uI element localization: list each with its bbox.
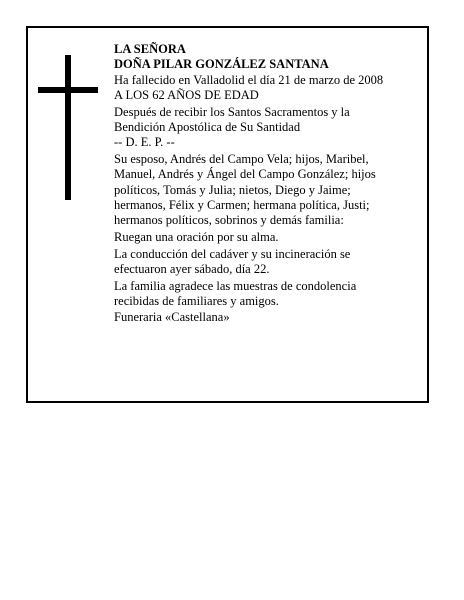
age-statement: A LOS 62 AÑOS DE EDAD: [114, 87, 259, 102]
thanks-line: La familia agradece las muestras de condolencia: [114, 278, 357, 293]
prayer-request: Ruegan una oración por su alma.: [114, 230, 279, 245]
thanks-line: recibidas de familiares y amigos.: [114, 294, 279, 309]
funeral-line: efectuaron ayer sábado, día 22.: [114, 262, 270, 277]
cross-horizontal-bar: [38, 87, 98, 93]
obituary-notice: [26, 26, 429, 403]
deceased-name: DOÑA PILAR GONZÁLEZ SANTANA: [114, 57, 329, 72]
family-line: hermanos políticos, sobrinos y demás familia:: [114, 213, 344, 228]
funeral-home: Funeraria «Castellana»: [114, 309, 230, 324]
family-line: Su esposo, Andrés del Campo Vela; hijos, Maribel,: [114, 152, 369, 167]
death-statement: Ha fallecido en Valladolid el día 21 de marzo de 2008: [114, 72, 384, 87]
latin-cross-icon: [38, 55, 98, 200]
rest-in-peace: -- D. E. P. --: [114, 135, 175, 150]
sacraments-line: Bendición Apostólica de Su Santidad: [114, 119, 301, 134]
family-line: Manuel, Andrés y Ángel del Campo González; hijos: [114, 167, 376, 182]
cross-vertical-bar: [65, 55, 71, 200]
funeral-line: La conducción del cadáver y su incineración se: [114, 246, 351, 261]
notice-title: LA SEÑORA: [114, 42, 186, 56]
obituary-text: [114, 42, 414, 325]
family-line: hermanos, Félix y Carmen; hermana política, Justi;: [114, 197, 370, 212]
family-line: políticos, Tomás y Julia; nietos, Diego y Jaime;: [114, 182, 351, 197]
sacraments-line: Después de recibir los Santos Sacramentos y la: [114, 104, 350, 119]
